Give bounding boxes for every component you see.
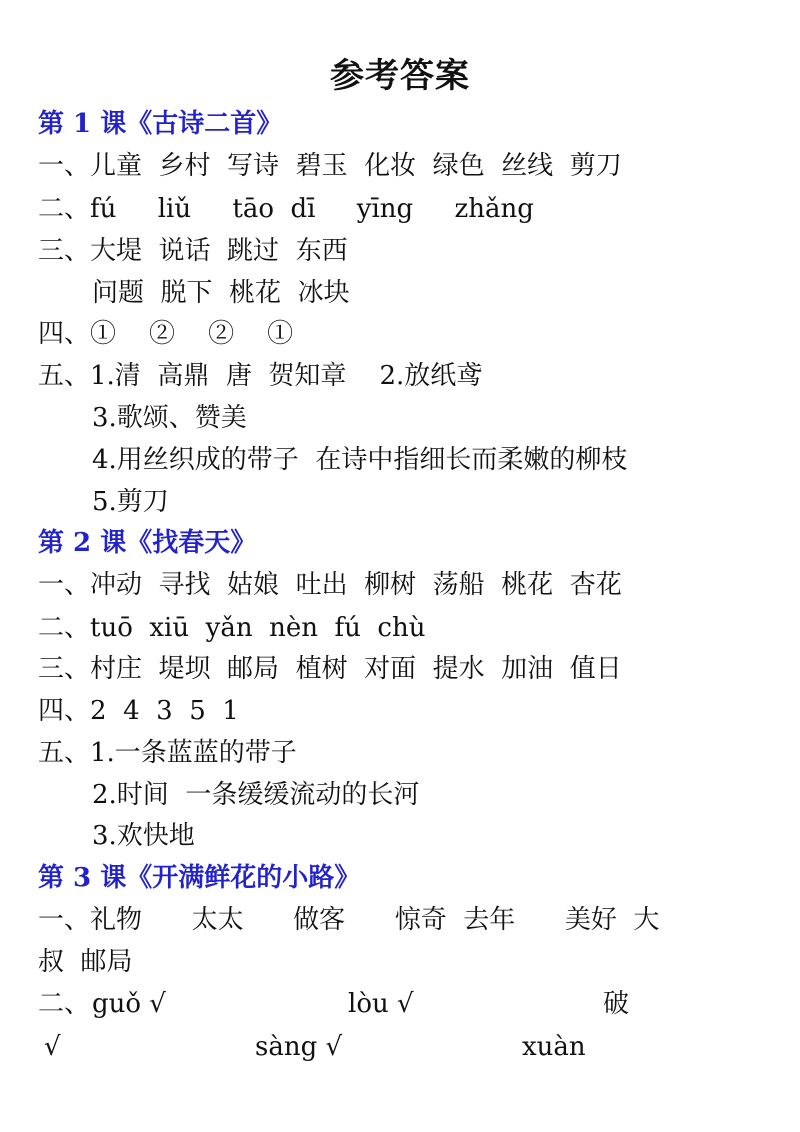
lesson-3-heading: 第 3 课《开满鲜花的小路》 [38,863,361,893]
lesson-3-answer-2-item-6: xuàn [522,1032,586,1062]
lesson-3-answer-2-prefix: 二、 [38,989,91,1019]
lesson-1-answer-3b: 问题 脱下 桃花 冰块 [92,278,350,308]
page-title: 参考答案 [330,56,470,96]
lesson-1-answer-5d: 5.剪刀 [92,487,169,517]
lesson-2-answer-2: 二、tuō xiū yǎn nèn fú chù [38,613,426,643]
lesson-2-answer-3: 三、村庄 堤坝 邮局 植树 对面 提水 加油 值日 [38,654,622,684]
lesson-2-answer-5b: 2.时间 一条缓缓流动的长河 [92,780,420,810]
lesson-1-heading: 第 1 课《古诗二首》 [38,109,283,139]
lesson-2-answer-1: 一、冲动 寻找 姑娘 吐出 柳树 荡船 桃花 杏花 [38,570,622,600]
lesson-3-answer-2-item-3: 破 [603,989,630,1019]
lesson-1-answer-3a: 三、大堤 说话 跳过 东西 [38,236,348,266]
lesson-3-answer-2-item-4: √ [44,1032,61,1062]
lesson-2-heading: 第 2 课《找春天》 [38,528,257,558]
lesson-3-answer-2-item-1: guǒ √ [92,989,166,1019]
lesson-2-answer-4: 四、2 4 3 5 1 [38,696,239,726]
lesson-2-answer-5a: 五、1.一条蓝蓝的带子 [38,738,297,768]
lesson-1-answer-1: 一、儿童 乡村 写诗 碧玉 化妆 绿色 丝线 剪刀 [38,151,622,181]
lesson-3-answer-2-item-2: lòu √ [348,989,414,1019]
lesson-3-answer-1b: 叔 邮局 [38,947,133,977]
lesson-1-answer-5a: 五、1.清 高鼎 唐 贺知章 2.放纸鸢 [38,361,483,391]
lesson-1-answer-5c: 4.用丝织成的带子 在诗中指细长而柔嫩的柳枝 [92,445,628,475]
lesson-3-answer-2-item-5: sàng √ [255,1032,343,1062]
lesson-1-answer-4: 四、① ② ② ① [38,319,294,349]
lesson-1-answer-5b: 3.歌颂、赞美 [92,403,247,433]
lesson-3-answer-1a: 一、礼物 太太 做客 惊奇 去年 美好 大 [38,905,660,935]
lesson-2-answer-5c: 3.欢快地 [92,821,195,851]
lesson-1-answer-2: 二、fú liǔ tāo dī yīng zhǎng [38,194,534,224]
